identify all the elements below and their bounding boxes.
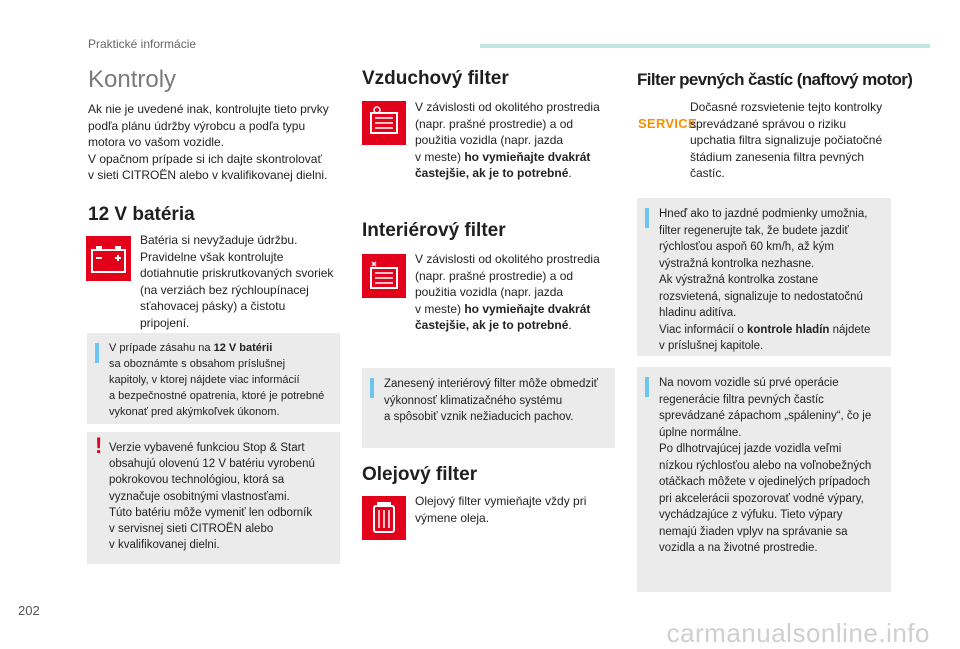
particle-info2-line: vozidla a na životné prostredie. bbox=[659, 542, 818, 554]
particle-info-line: rýchlosťou aspoň 60 km/h, až kým bbox=[659, 241, 834, 253]
particle-info2-line: vychádzajúce z výfuku. Tieto výpary bbox=[659, 509, 843, 521]
particle-filter-text bbox=[690, 99, 900, 182]
warning-line: vyznačuje osobitnými vlastnosťami. bbox=[109, 490, 290, 503]
particle-info2-line: nemajú žiaden vplyv na správanie sa bbox=[659, 525, 848, 538]
particle-line: častíc. bbox=[690, 166, 725, 180]
info-icon bbox=[95, 343, 99, 363]
battery-line: Pravidelne však kontrolujte bbox=[140, 249, 284, 264]
cabin-filter-info-note bbox=[362, 368, 615, 448]
cabin-filter-bold: ho vymieňajte dvakrát bbox=[464, 301, 591, 316]
cabin-filter-line: (napr. prašné prostredie) a od bbox=[415, 268, 574, 283]
particle-info2-line: úplne normálne. bbox=[659, 426, 742, 439]
intro-line: podľa plánu údržby výrobcu a podľa typu bbox=[88, 118, 306, 133]
intro-line: v sieti CITROËN alebo v kvalifikovanej dielni. bbox=[88, 168, 328, 182]
air-filter-text-part: . bbox=[568, 166, 572, 180]
cabin-info-line: a spôsobiť vznik nežiaducich pachov. bbox=[384, 411, 574, 423]
cabin-filter-line bbox=[415, 301, 625, 318]
particle-info2-line: regenerácie filtra pevných častíc bbox=[659, 393, 824, 406]
cabin-info-line: Zanesený interiérový filter môže obmedziť bbox=[384, 378, 598, 390]
particle-line: upchatia filtra signalizuje počiatočné bbox=[690, 133, 883, 147]
air-filter-line: (napr. prašné prostredie) a od bbox=[415, 116, 574, 131]
battery-line: dotiahnutie priskrutkovaných svoriek bbox=[140, 266, 334, 280]
cabin-filter-icon bbox=[362, 254, 406, 298]
intro-line: motora vo vašom vozidle. bbox=[88, 135, 225, 149]
air-filter-bold: ho vymieňajte dvakrát bbox=[464, 149, 591, 164]
warning-line: Verzie vybavené funkciou Stop & Start bbox=[109, 442, 305, 454]
battery-info-line: vykonať pred akýmkoľvek úkonom. bbox=[109, 406, 280, 418]
particle-info-line: Hneď ako to jazdné podmienky umožnia, bbox=[659, 208, 868, 220]
battery-info-bold: 12 V batérii bbox=[213, 342, 273, 354]
warning-line: Túto batériu môže vymeniť len odborník bbox=[109, 506, 313, 519]
cabin-filter-line bbox=[415, 317, 625, 334]
particle-line: Dočasné rozsvietenie tejto kontrolky bbox=[690, 100, 883, 114]
battery-line: Batéria si nevyžaduje údržbu. bbox=[140, 233, 298, 247]
air-filter-text-part: v meste) bbox=[415, 149, 465, 164]
battery-info-line: a bezpečnostné opatrenia, ktoré je potrebné bbox=[109, 390, 325, 402]
particle-info2-line: Po dlhotrvajúcej jazde vozidla veľmi bbox=[659, 443, 842, 455]
particle-info-text: Viac informácií o bbox=[659, 323, 747, 336]
cabin-filter-line: použitia vozidla (napr. jazda bbox=[415, 285, 564, 299]
warning-line: obsahujú olovenú 12 V batériu vyrobenú bbox=[109, 458, 315, 471]
watermark: carmanualsonline.info bbox=[666, 618, 930, 648]
cabin-filter-line: V závislosti od okolitého prostredia bbox=[415, 252, 600, 266]
service-warning-icon: SERVICE bbox=[638, 116, 697, 131]
cabin-info-line: výkonnosť klimatizačného systému bbox=[384, 394, 563, 407]
oil-filter-icon bbox=[362, 496, 406, 540]
intro-line: Ak nie je uvedené inak, kontrolujte tieto prvky bbox=[88, 102, 329, 116]
header-accent-bar bbox=[480, 44, 930, 48]
oil-filter-heading: Olejový filter bbox=[362, 464, 478, 485]
battery-line: sťahovacej pásky) a čistotu bbox=[140, 299, 286, 313]
page-title: Kontroly bbox=[88, 66, 177, 93]
particle-info-text: nájdete bbox=[829, 323, 871, 336]
oil-filter-line: výmene oleja. bbox=[415, 510, 490, 525]
air-filter-text bbox=[415, 99, 625, 182]
air-filter-line bbox=[415, 149, 625, 166]
warning-line: v kvalifikovanej dielni. bbox=[109, 539, 220, 552]
battery-line: pripojení. bbox=[140, 315, 190, 330]
particle-info-bold: kontrole hladín bbox=[747, 323, 830, 336]
particle-info-line: v príslušnej kapitole. bbox=[659, 340, 764, 352]
particle-filter-heading: Filter pevných častíc (naftový motor) bbox=[637, 70, 913, 89]
cabin-filter-text-part: . bbox=[568, 318, 572, 332]
cabin-filter-text bbox=[415, 251, 625, 334]
air-filter-heading: Vzduchový filter bbox=[362, 68, 509, 89]
air-filter-line bbox=[415, 165, 625, 182]
cabin-filter-text-part: v meste) bbox=[415, 301, 465, 316]
battery-info-line: sa oboznámte s obsahom príslušnej bbox=[109, 358, 286, 370]
battery-warning-note bbox=[87, 432, 340, 564]
warning-icon: ! bbox=[95, 433, 103, 458]
particle-info-line: hladinu aditíva. bbox=[659, 307, 737, 319]
oil-filter-line: Olejový filter vymieňajte vždy pri bbox=[415, 494, 587, 508]
oil-filter-text bbox=[415, 493, 625, 526]
particle-info2-line: otáčkach môžete v ojedinelých prípadoch bbox=[659, 476, 870, 488]
cabin-filter-heading: Interiérový filter bbox=[362, 220, 506, 241]
battery-heading: 12 V batéria bbox=[88, 204, 195, 225]
particle-info-line: výstražná kontrolka nezhasne. bbox=[659, 257, 815, 270]
particle-info-line: filter regenerujte tak, že budete jazdiť bbox=[659, 224, 849, 237]
running-header: Praktické informácie bbox=[88, 37, 197, 51]
battery-text bbox=[140, 232, 350, 331]
intro-line: V opačnom prípade si ich dajte skontrolovať bbox=[88, 151, 322, 166]
particle-info-note-2 bbox=[637, 367, 891, 592]
info-icon bbox=[645, 208, 649, 228]
battery-info-note bbox=[87, 333, 340, 424]
particle-info-note bbox=[637, 198, 891, 356]
battery-info-line bbox=[109, 340, 324, 356]
particle-line: štádium zanesenia filtra pevných bbox=[690, 149, 865, 164]
battery-info-line: kapitoly, v ktorej nájdete viac informácií bbox=[109, 374, 300, 386]
battery-info-text: V prípade zásahu na bbox=[109, 342, 214, 354]
particle-info-line: rozsvietená, signalizuje to nedostatočnú bbox=[659, 290, 863, 303]
info-icon bbox=[370, 378, 374, 398]
particle-info2-line: pri akcelerácii spozorovať vodné výpary, bbox=[659, 492, 864, 505]
air-filter-icon bbox=[362, 101, 406, 145]
air-filter-line: použitia vozidla (napr. jazda bbox=[415, 133, 564, 147]
info-icon bbox=[645, 377, 649, 397]
particle-line: sprevádzané správou o riziku bbox=[690, 116, 847, 131]
page-number: 202 bbox=[18, 603, 40, 618]
cabin-filter-bold: častejšie, ak je to potrebné bbox=[415, 318, 569, 332]
particle-info2-line: Na novom vozidle sú prvé operácie bbox=[659, 377, 839, 389]
particle-info2-line: nízkou rýchlosťou alebo na voľnobežných bbox=[659, 459, 872, 472]
particle-info-line: Ak výstražná kontrolka zostane bbox=[659, 274, 819, 286]
air-filter-bold: častejšie, ak je to potrebné bbox=[415, 166, 569, 180]
air-filter-line: V závislosti od okolitého prostredia bbox=[415, 100, 600, 114]
intro-paragraph bbox=[88, 101, 343, 184]
particle-info-line bbox=[659, 322, 870, 339]
particle-info2-line: sprevádzané zápachom „spáleniny“, čo je bbox=[659, 410, 872, 422]
battery-icon bbox=[86, 236, 131, 281]
warning-line: pokrokovou technológiou, ktorá sa bbox=[109, 474, 285, 487]
warning-line: v servisnej sieti CITROËN alebo bbox=[109, 523, 274, 536]
battery-line: (na verziách bez rýchloupínacej bbox=[140, 282, 309, 297]
